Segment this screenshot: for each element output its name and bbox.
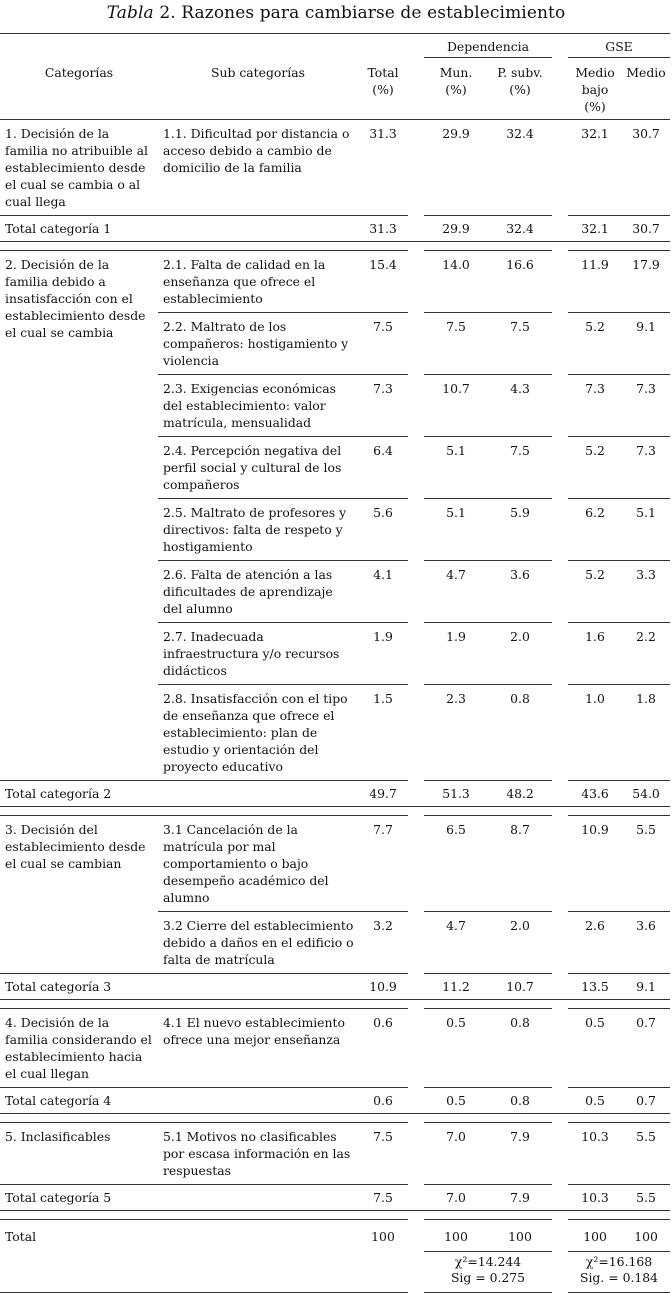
category-label: 3. Decisión del establecimiento desde el cual se cambian — [0, 816, 158, 974]
mun-cell: 1.9 — [424, 623, 488, 685]
medio-cell: 5.5 — [622, 1185, 670, 1211]
category-label: 1. Decisión de la familia no atribuible al establecimiento desde el cual se cambia o al cual llega — [0, 120, 158, 216]
table-title-number: 2. — [159, 3, 176, 23]
subcategory-label: 2.2. Maltrato de los compañeros: hostigamiento y violencia — [158, 313, 358, 375]
medio-bajo-cell: 43.6 — [568, 781, 622, 807]
medio-bajo-cell: 32.1 — [568, 120, 622, 216]
header-total-unit: (%) — [372, 81, 394, 97]
medio-bajo-cell: 11.9 — [568, 251, 622, 313]
medio-cell: 30.7 — [622, 120, 670, 216]
mun-cell: 11.2 — [424, 974, 488, 1000]
mun-cell: 29.9 — [424, 216, 488, 242]
header-categorias: Categorías — [44, 64, 114, 80]
table-row — [0, 120, 670, 216]
category-total-label: Total categoría 1 — [0, 216, 358, 242]
stats-row — [0, 1252, 670, 1293]
total-cell: 49.7 — [358, 781, 408, 807]
table-row — [0, 816, 670, 912]
header-row-main — [0, 58, 670, 120]
header-mun-label: Mun. — [439, 65, 473, 80]
total-cell: 7.5 — [358, 1123, 408, 1185]
spacer-row — [0, 1000, 670, 1009]
mun-cell: 7.0 — [424, 1123, 488, 1185]
mun-cell: 7.0 — [424, 1185, 488, 1211]
mun-cell: 7.5 — [424, 313, 488, 375]
header-total — [358, 58, 408, 120]
subcategory-label: 3.2 Cierre del establecimiento debido a daños en el edificio o falta de matrícula — [158, 912, 358, 974]
total-cell: 31.3 — [358, 216, 408, 242]
mun-cell: 6.5 — [424, 816, 488, 912]
subcategory-label: 4.1 El nuevo establecimiento ofrece una mejor enseñanza — [158, 1009, 358, 1088]
medio-cell: 9.1 — [622, 313, 670, 375]
spacer-row — [0, 807, 670, 816]
mun-cell: 0.5 — [424, 1009, 488, 1088]
medio-cell: 54.0 — [622, 781, 670, 807]
psubv-cell: 3.6 — [488, 561, 552, 623]
total-cell: 31.3 — [358, 120, 408, 216]
medio-bajo-cell: 10.3 — [568, 1123, 622, 1185]
psubv-cell: 0.8 — [488, 1009, 552, 1088]
total-cell: 1.9 — [358, 623, 408, 685]
psubv-cell: 32.4 — [488, 120, 552, 216]
psubv-cell: 7.5 — [488, 313, 552, 375]
header-mun — [424, 58, 488, 120]
category-total-label: Total categoría 3 — [0, 974, 358, 1000]
table-title — [0, 3, 672, 23]
medio-bajo-cell: 10.9 — [568, 816, 622, 912]
total-cell: 6.4 — [358, 437, 408, 499]
header-psubv-label: P. subv. — [497, 65, 543, 80]
total-cell: 10.9 — [358, 974, 408, 1000]
medio-bajo-cell: 100 — [568, 1220, 622, 1252]
subcategory-label: 2.4. Percepción negativa del perfil social y cultural de los compañeros — [158, 437, 358, 499]
category-total-row — [0, 216, 670, 242]
medio-cell: 1.8 — [622, 685, 670, 781]
table-row — [0, 251, 670, 313]
medio-bajo-cell: 13.5 — [568, 974, 622, 1000]
medio-bajo-cell: 32.1 — [568, 216, 622, 242]
mun-cell: 14.0 — [424, 251, 488, 313]
mun-cell: 4.7 — [424, 561, 488, 623]
gse-stats — [568, 1252, 670, 1293]
psubv-cell: 7.9 — [488, 1123, 552, 1185]
header-mun-unit: (%) — [445, 82, 467, 97]
category-total-row — [0, 781, 670, 807]
subcategory-label: 3.1 Cancelación de la matrícula por mal comportamiento o bajo desempeño académico del alumno — [158, 816, 358, 912]
total-cell: 3.2 — [358, 912, 408, 974]
medio-bajo-cell: 6.2 — [568, 499, 622, 561]
psubv-cell: 7.5 — [488, 437, 552, 499]
psubv-cell: 32.4 — [488, 216, 552, 242]
table-row — [0, 1123, 670, 1185]
category-total-label: Total categoría 2 — [0, 781, 358, 807]
mun-cell: 29.9 — [424, 120, 488, 216]
total-cell: 0.6 — [358, 1088, 408, 1114]
medio-bajo-cell: 1.6 — [568, 623, 622, 685]
medio-bajo-cell: 2.6 — [568, 912, 622, 974]
category-total-label: Total categoría 5 — [0, 1185, 358, 1211]
medio-cell: 100 — [622, 1220, 670, 1252]
psubv-cell: 16.6 — [488, 251, 552, 313]
psubv-cell: 0.8 — [488, 685, 552, 781]
total-cell: 7.7 — [358, 816, 408, 912]
dependencia-chi-square: χ²=14.244 — [454, 1254, 522, 1269]
medio-bajo-cell: 1.0 — [568, 685, 622, 781]
header-row-top — [0, 34, 670, 58]
psubv-cell: 7.9 — [488, 1185, 552, 1211]
total-cell: 100 — [371, 1229, 395, 1244]
category-total-label: Total categoría 4 — [0, 1088, 358, 1114]
psubv-cell: 0.8 — [488, 1088, 552, 1114]
medio-cell: 9.1 — [622, 974, 670, 1000]
mun-cell: 2.3 — [424, 685, 488, 781]
table-title-label: Tabla — [106, 3, 154, 23]
medio-bajo-cell: 5.2 — [568, 437, 622, 499]
medio-cell: 17.9 — [622, 251, 670, 313]
gse-significance: Sig. = 0.184 — [579, 1270, 659, 1285]
subcategory-label: 2.7. Inadecuada infraestructura y/o recursos didácticos — [158, 623, 358, 685]
psubv-cell: 10.7 — [488, 974, 552, 1000]
psubv-cell: 5.9 — [488, 499, 552, 561]
total-cell: 0.6 — [358, 1009, 408, 1088]
subcategory-label: 2.3. Exigencias económicas del establecimiento: valor matrícula, mensualidad — [158, 375, 358, 437]
gse-chi-square: χ²=16.168 — [585, 1254, 653, 1269]
spacer-row — [0, 1114, 670, 1123]
subcategory-label: 2.6. Falta de atención a las dificultades de aprendizaje del alumno — [158, 561, 358, 623]
psubv-cell: 2.0 — [488, 623, 552, 685]
table-row — [0, 1009, 670, 1088]
mun-cell: 10.7 — [424, 375, 488, 437]
psubv-cell: 48.2 — [488, 781, 552, 807]
reasons-table — [0, 33, 670, 1293]
category-total-row — [0, 974, 670, 1000]
psubv-cell: 4.3 — [488, 375, 552, 437]
medio-cell: 3.6 — [622, 912, 670, 974]
psubv-cell: 8.7 — [488, 816, 552, 912]
total-cell: 15.4 — [358, 251, 408, 313]
medio-cell: 7.3 — [622, 437, 670, 499]
medio-bajo-cell: 5.2 — [568, 561, 622, 623]
header-sub-categorias: Sub categorías — [210, 64, 305, 80]
dependencia-stats — [424, 1252, 552, 1293]
total-cell: 7.5 — [358, 1185, 408, 1211]
header-medio: Medio — [626, 65, 666, 80]
mun-cell: 100 — [424, 1220, 488, 1252]
psubv-cell: 2.0 — [488, 912, 552, 974]
header-dependencia: Dependencia — [424, 34, 552, 58]
total-cell: 7.3 — [358, 375, 408, 437]
header-medio-bajo — [568, 58, 622, 120]
medio-cell: 5.5 — [622, 816, 670, 912]
total-cell: 4.1 — [358, 561, 408, 623]
category-total-row — [0, 1088, 670, 1114]
mun-cell: 5.1 — [424, 499, 488, 561]
medio-cell: 30.7 — [622, 216, 670, 242]
category-label: 2. Decisión de la familia debido a insatisfacción con el establecimiento desde el cual se cambia — [0, 251, 158, 781]
medio-bajo-cell: 0.5 — [568, 1088, 622, 1114]
subcategory-label: 2.8. Insatisfacción con el tipo de enseñanza que ofrece el establecimiento: plan de estudio y orientación del proyecto educativo — [158, 685, 358, 781]
mun-cell: 4.7 — [424, 912, 488, 974]
medio-bajo-cell: 10.3 — [568, 1185, 622, 1211]
header-psubv-unit: (%) — [509, 82, 531, 97]
table-title-text: Razones para cambiarse de establecimiento — [181, 3, 566, 23]
category-label: 5. Inclasificables — [0, 1123, 158, 1185]
header-total-label: Total — [367, 64, 399, 80]
header-medio-bajo-1: Medio — [575, 65, 615, 80]
mun-cell: 5.1 — [424, 437, 488, 499]
category-total-row — [0, 1185, 670, 1211]
total-cell: 1.5 — [358, 685, 408, 781]
header-medio-bajo-unit: (%) — [584, 99, 606, 114]
grand-total-row — [0, 1220, 670, 1252]
medio-cell: 0.7 — [622, 1088, 670, 1114]
medio-cell: 3.3 — [622, 561, 670, 623]
spacer-row — [0, 242, 670, 251]
subcategory-label: 5.1 Motivos no clasificables por escasa información en las respuestas — [158, 1123, 358, 1185]
medio-cell: 5.5 — [622, 1123, 670, 1185]
mun-cell: 0.5 — [424, 1088, 488, 1114]
header-gse: GSE — [568, 34, 670, 58]
dependencia-significance: Sig = 0.275 — [450, 1270, 526, 1285]
category-label: 4. Decisión de la familia considerando el establecimiento hacia el cual llegan — [0, 1009, 158, 1088]
medio-bajo-cell: 0.5 — [568, 1009, 622, 1088]
psubv-cell: 100 — [488, 1220, 552, 1252]
mun-cell: 51.3 — [424, 781, 488, 807]
subcategory-label: 2.5. Maltrato de profesores y directivos: falta de respeto y hostigamiento — [158, 499, 358, 561]
medio-bajo-cell: 7.3 — [568, 375, 622, 437]
header-psubv — [488, 58, 552, 120]
medio-cell: 7.3 — [622, 375, 670, 437]
total-cell: 7.5 — [358, 313, 408, 375]
header-medio-bajo-2: bajo — [581, 82, 609, 97]
subcategory-label: 1.1. Dificultad por distancia o acceso debido a cambio de domicilio de la familia — [158, 120, 358, 216]
medio-cell: 0.7 — [622, 1009, 670, 1088]
medio-cell: 5.1 — [622, 499, 670, 561]
spacer-row — [0, 1211, 670, 1220]
grand-total-label: Total — [5, 1229, 37, 1244]
medio-cell: 2.2 — [622, 623, 670, 685]
total-cell: 5.6 — [358, 499, 408, 561]
medio-bajo-cell: 5.2 — [568, 313, 622, 375]
subcategory-label: 2.1. Falta de calidad en la enseñanza que ofrece el establecimiento — [158, 251, 358, 313]
